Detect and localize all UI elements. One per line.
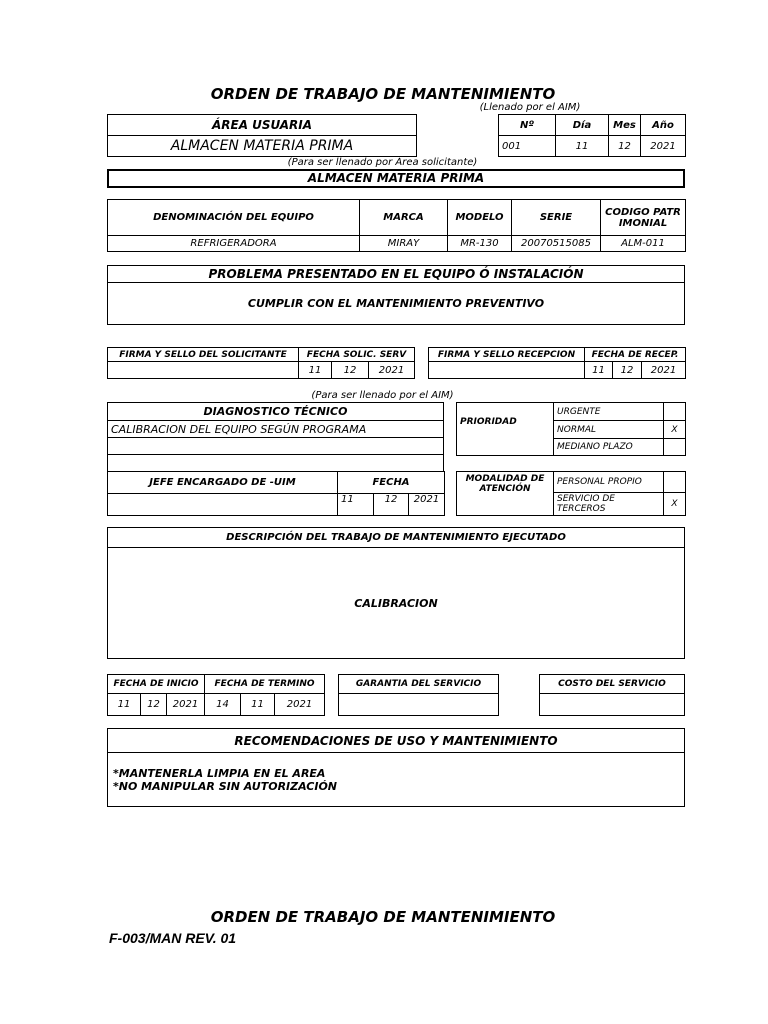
- termino-dia: 14: [205, 694, 241, 716]
- fecha-recep-label: FECHA DE RECEP.: [585, 348, 686, 362]
- equipment-denominacion: REFRIGERADORA: [108, 236, 360, 252]
- order-anio: 2021: [641, 136, 686, 157]
- recomendacion-2: *NO MANIPULAR SIN AUTORIZACIÓN: [113, 779, 338, 793]
- problem-value: CUMPLIR CON EL MANTENIMIENTO PREVENTIVO: [108, 283, 685, 325]
- recomendaciones-table: [107, 728, 685, 807]
- fecha-solic-label: FECHA SOLIC. SERV: [299, 348, 415, 362]
- note-solicitante: (Para ser llenado por Área solicitante): [287, 157, 478, 168]
- jefe-dia: 11: [338, 494, 374, 516]
- inicio-anio: 2021: [167, 694, 205, 716]
- modalidad-label: MODALIDAD DE ATENCIÓN: [457, 472, 554, 516]
- solicitante-table: [107, 347, 415, 379]
- order-mes: 12: [609, 136, 641, 157]
- form-code: F-003/MAN REV. 01: [109, 930, 237, 946]
- prioridad-table: [456, 402, 686, 456]
- prioridad-mediano-mark: [664, 439, 686, 456]
- diagnostico-table: [107, 402, 444, 472]
- firma-solicitante-label: FIRMA Y SELLO DEL SOLICITANTE: [108, 348, 299, 362]
- firma-recepcion-label: FIRMA Y SELLO RECEPCION: [429, 348, 585, 362]
- descripcion-value: CALIBRACION: [108, 548, 685, 659]
- equipment-header-marca: MARCA: [360, 200, 448, 236]
- equipment-table: [107, 199, 686, 252]
- order-dia: 11: [556, 136, 609, 157]
- order-dia-header: Día: [556, 115, 609, 136]
- diagnostico-line1: CALIBRACION DEL EQUIPO SEGÚN PROGRAMA: [108, 421, 444, 438]
- recomendacion-1: *MANTENERLA LIMPIA EN EL AREA: [113, 766, 326, 780]
- area-usuaria-table: [107, 114, 417, 157]
- solic-anio: 2021: [369, 362, 415, 379]
- fechas-table: [107, 674, 325, 716]
- equipment-codigo: ALM-011: [601, 236, 686, 252]
- modalidad-personal: PERSONAL PROPIO: [554, 472, 664, 493]
- recep-mes: 12: [613, 362, 642, 379]
- fecha-inicio-label: FECHA DE INICIO: [108, 675, 205, 694]
- area-header: ÁREA USUARIA: [108, 115, 417, 136]
- recomendaciones-header: RECOMENDACIONES DE USO Y MANTENIMIENTO: [108, 729, 685, 753]
- inicio-dia: 11: [108, 694, 141, 716]
- prioridad-normal: NORMAL: [554, 421, 664, 439]
- problem-header: PROBLEMA PRESENTADO EN EL EQUIPO Ó INSTALACIÓN: [108, 266, 685, 283]
- order-date-table: [498, 114, 686, 157]
- prioridad-label: PRIORIDAD: [457, 403, 554, 456]
- garantia-value: [339, 694, 499, 716]
- equipment-header-denominacion: DENOMINACIÓN DEL EQUIPO: [108, 200, 360, 236]
- diagnostico-line2: [108, 438, 444, 455]
- garantia-table: [338, 674, 499, 716]
- descripcion-table: [107, 527, 685, 659]
- recep-anio: 2021: [642, 362, 686, 379]
- equipment-serie: 20070515085: [512, 236, 601, 252]
- jefe-mes: 12: [374, 494, 409, 516]
- area-value: ALMACEN MATERIA PRIMA: [108, 136, 417, 157]
- costo-table: [539, 674, 685, 716]
- order-anio-header: Año: [641, 115, 686, 136]
- order-num-header: Nº: [499, 115, 556, 136]
- modalidad-terceros-mark: X: [664, 493, 686, 516]
- jefe-label: JEFE ENCARGADO DE -UIM: [108, 472, 338, 494]
- termino-mes: 11: [241, 694, 275, 716]
- equipment-header-modelo: MODELO: [448, 200, 512, 236]
- equipment-header-codigo: CODIGO PATRIMONIAL: [601, 200, 686, 236]
- modalidad-personal-mark: [664, 472, 686, 493]
- footer-title: ORDEN DE TRABAJO DE MANTENIMIENTO: [210, 908, 556, 926]
- note-aim: (Para ser llenado por el AIM): [311, 390, 454, 401]
- equipment-modelo: MR-130: [448, 236, 512, 252]
- jefe-field: [108, 494, 338, 516]
- prioridad-urgente-mark: [664, 403, 686, 421]
- descripcion-header: DESCRIPCIÓN DEL TRABAJO DE MANTENIMIENTO EJECUTADO: [108, 528, 685, 548]
- area-solicitante: ALMACEN MATERIA PRIMA: [107, 169, 685, 188]
- costo-value: [540, 694, 685, 716]
- jefe-fecha-label: FECHA: [338, 472, 445, 494]
- inicio-mes: 12: [141, 694, 167, 716]
- prioridad-urgente: URGENTE: [554, 403, 664, 421]
- order-mes-header: Mes: [609, 115, 641, 136]
- page-title: ORDEN DE TRABAJO DE MANTENIMIENTO: [210, 85, 556, 103]
- recomendaciones-body: [108, 753, 685, 807]
- recepcion-table: [428, 347, 686, 379]
- prioridad-mediano: MEDIANO PLAZO: [554, 439, 664, 456]
- modalidad-terceros: SERVICIO DE TERCEROS: [554, 493, 664, 516]
- fecha-termino-label: FECHA DE TERMINO: [205, 675, 325, 694]
- order-num: 001: [499, 136, 556, 157]
- equipment-marca: MIRAY: [360, 236, 448, 252]
- prioridad-normal-mark: X: [664, 421, 686, 439]
- solic-mes: 12: [332, 362, 369, 379]
- problem-table: [107, 265, 685, 325]
- equipment-header-serie: SERIE: [512, 200, 601, 236]
- firma-recepcion-field: [429, 362, 585, 379]
- garantia-label: GARANTIA DEL SERVICIO: [339, 675, 499, 694]
- costo-label: COSTO DEL SERVICIO: [540, 675, 685, 694]
- firma-solicitante-field: [108, 362, 299, 379]
- solic-dia: 11: [299, 362, 332, 379]
- diagnostico-header: DIAGNOSTICO TÉCNICO: [108, 403, 444, 421]
- jefe-anio: 2021: [409, 494, 445, 516]
- recep-dia: 11: [585, 362, 613, 379]
- modalidad-table: [456, 471, 686, 516]
- termino-anio: 2021: [275, 694, 325, 716]
- diagnostico-line3: [108, 455, 444, 472]
- jefe-table: [107, 471, 445, 516]
- note-aim-fill: (Llenado por el AIM): [479, 102, 581, 113]
